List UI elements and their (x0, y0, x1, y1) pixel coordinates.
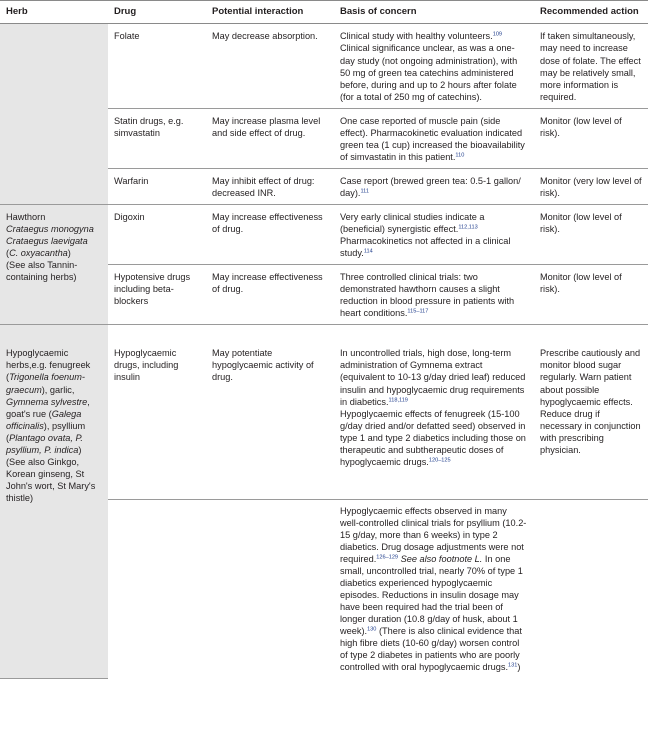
action-cell: Monitor (very low level of risk). (534, 168, 648, 204)
basis-see-also: See also footnote L. (400, 554, 483, 565)
basis-text: Very early clinical studies indicate a (beneficial) synergistic effect. (340, 212, 485, 235)
header-drug: Drug (108, 1, 206, 24)
basis-cell (334, 205, 534, 265)
interaction-cell: May decrease absorption. (206, 24, 334, 108)
herb-paren: ( (6, 248, 10, 259)
action-cell-empty (534, 499, 648, 678)
basis-cell (334, 325, 534, 499)
herb-text: ) (See also Ginkgo, Korean ginseng, St John's wort, St Mary's thistle) (6, 444, 96, 503)
herb-species: Plantago ovata, P. psyllium, P. indica (6, 432, 83, 455)
basis-text: In uncontrolled trials, high dose, long-term administration of Gymnema extract (equivalent to 10-13 g/day dried leaf) reduced insulin and hypoglycaemic drug requirements in diabetics. (340, 348, 526, 407)
herb-species: Crataegus monogyna (6, 224, 94, 235)
interaction-cell: May increase effectiveness of drug. (206, 205, 334, 265)
basis-text: In one small, uncontrolled trial, nearly 70% of type 1 diabetics experienced hypoglycaemic episodes. Reductions in insulin dosage may have been required had the trial been of longer duration (10.8 g/day of husk, about 1 week). (340, 554, 523, 637)
drug-cell: Warfarin (108, 168, 206, 204)
interaction-cell: May increase plasma level and side effect of drug. (206, 108, 334, 168)
herb-text: Hypoglycaemic herbs,e.g. fenugreek ( (6, 348, 91, 383)
table-row-hypoglycaemic (0, 325, 648, 499)
interaction-cell: May inhibit effect of drug: decreased INR. (206, 168, 334, 204)
basis-text: ) (517, 662, 521, 673)
basis-text: Hypoglycaemic effects of fenugreek (15-100 g/day dried and/or defatted seed) observed in type 1 and type 2 diabetics including those on therapeutic and subtherapeutic doses of hypoglycaemic drugs. (340, 408, 526, 467)
action-cell: Monitor (low level of risk). (534, 205, 648, 265)
reference-link[interactable]: 130 (367, 626, 377, 633)
header-row (0, 1, 648, 24)
reference-link[interactable]: 126–129 (376, 554, 399, 561)
interaction-cell: May potentiate hypoglycaemic activity of drug. (206, 325, 334, 499)
drug-cell: Folate (108, 24, 206, 108)
action-cell: Monitor (low level of risk). (534, 265, 648, 325)
drug-cell: Hypotensive drugs including beta-blockers (108, 265, 206, 325)
reference-link[interactable]: 109 (492, 32, 503, 39)
basis-cell (334, 108, 534, 168)
action-cell: Prescribe cautiously and monitor blood sugar regularly. Warn patient about possible hypoglycaemic effects. Reduce drug if necessary in conjunction with prescribing physician. (534, 325, 648, 499)
interaction-cell: May increase effectiveness of drug. (206, 265, 334, 325)
herb-species: Crataegus laevigata (6, 236, 88, 247)
herb-name: Hawthorn (6, 212, 46, 222)
herb-text: ), psyllium ( (6, 420, 86, 443)
table-row-folate (0, 24, 648, 108)
table-row-digoxin (0, 205, 648, 265)
interaction-cell-empty (206, 499, 334, 678)
header-action: Recommended action (534, 1, 648, 24)
basis-cell (334, 24, 534, 108)
reference-link[interactable]: 112,113 (458, 224, 478, 231)
basis-cell (334, 499, 534, 678)
header-herb: Herb (0, 1, 108, 24)
basis-cell (334, 168, 534, 204)
reference-link[interactable]: 131 (508, 663, 518, 670)
reference-link[interactable]: 115–117 (407, 308, 429, 315)
drug-cell: Statin drugs, e.g. simvastatin (108, 108, 206, 168)
basis-text: One case reported of muscle pain (side effect). Pharmacokinetic evaluation indicated green tea (1 cup) increased the bioavailability of simvastatin in this patient. (340, 115, 525, 162)
herb-text: , goat's rue ( (6, 396, 90, 419)
herb-species: Trigonella foenum-graecum (6, 372, 85, 395)
header-basis: Basis of concern (334, 1, 534, 24)
basis-cell (334, 265, 534, 325)
herb-synonym: C. oxyacantha (9, 248, 68, 259)
herb-cell-hypoglycaemic (0, 325, 108, 679)
basis-text: Hypoglycaemic effects observed in many well-controlled clinical trials for psyllium (10.2-15 g/day, more than 6 weeks) in type 2 diabetics. Drug dosage adjustments were not required. (340, 505, 527, 565)
herb-cross-reference: (See also Tannin-containing herbs) (6, 260, 78, 283)
header-interaction: Potential interaction (206, 1, 334, 24)
drug-cell-empty (108, 499, 206, 678)
herb-species: Galega officinalis (6, 408, 82, 431)
drug-cell: Hypoglycaemic drugs, including insulin (108, 325, 206, 499)
herb-text: ), garlic, (41, 384, 75, 395)
drug-cell: Digoxin (108, 205, 206, 265)
reference-link[interactable]: 114 (363, 248, 373, 255)
reference-link[interactable]: 118,119 (388, 397, 408, 404)
reference-link[interactable]: 111 (360, 188, 369, 195)
herb-paren: ) (67, 248, 71, 259)
action-cell: If taken simultaneously, may need to increase dose of folate. The effect may be relatively small, more information is required. (534, 24, 648, 108)
herb-cell-hawthorn (0, 205, 108, 325)
basis-text: Three controlled clinical trials: two demonstrated hawthorn causes a slight reduction in blood pressure in patients with heart conditions. (340, 272, 515, 319)
basis-text: (There is also clinical evidence that high fibre diets (10-60 g/day) worsen control of type 2 diabetes in patients who are poorly controlled with oral hypoglycaemic drugs. (340, 626, 522, 673)
reference-link[interactable]: 120–125 (428, 457, 451, 464)
basis-text: Clinical study with healthy volunteers. (340, 31, 493, 42)
basis-text: Clinical significance unclear, as was a one-day study (not ongoing administration), with 50 mg of green tea catechins administered before, during and up to 2 hours after folate (for a total of 250 mg of catechins). (340, 43, 518, 102)
herb-cell-green-tea-continued (0, 24, 108, 205)
reference-link[interactable]: 110 (455, 152, 465, 159)
herb-species: Gymnema sylvestre (6, 396, 88, 407)
basis-text: Case report (brewed green tea: 0.5-1 gallon/ day). (340, 175, 521, 198)
basis-text: Pharmacokinetics not affected in a clinical study. (340, 236, 511, 259)
action-cell: Monitor (low level of risk). (534, 108, 648, 168)
